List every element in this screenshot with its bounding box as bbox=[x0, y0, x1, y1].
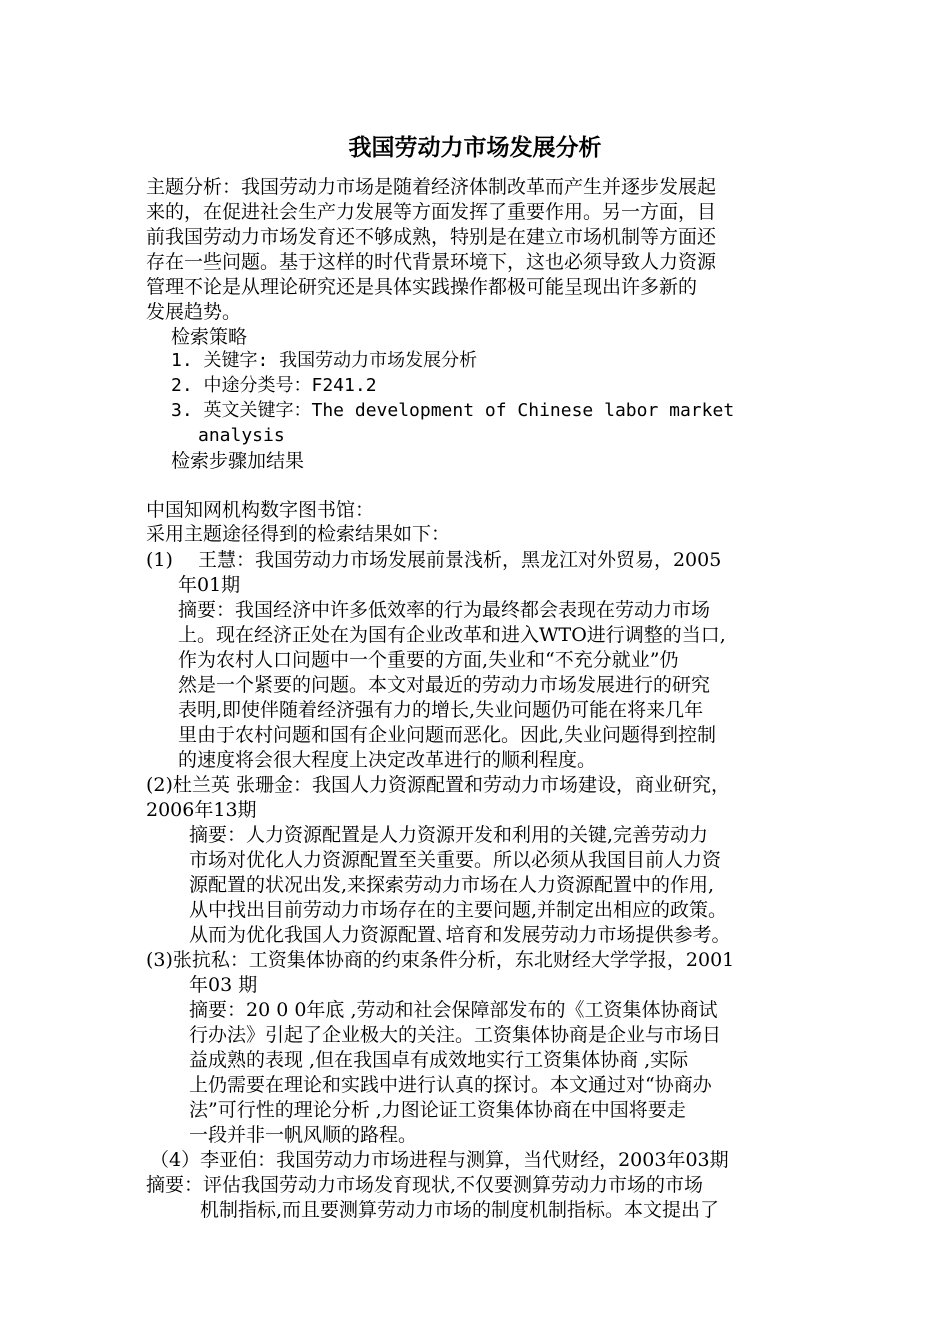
result-3-abstract: 摘要：20 0 0年底 ,劳动和社会保障部发布的《工资集体协商试 bbox=[189, 999, 718, 1021]
result-1-abstract: 摘要：我国经济中许多低效率的行为最终都会表现在劳动力市场 bbox=[178, 599, 711, 621]
result-1-abstract: 然是一个紧要的问题。本文对最近的劳动力市场发展进行的研究 bbox=[178, 674, 711, 696]
result-1-abstract: 表明,即使伴随着经济强有力的增长,失业问题仍可能在将来几年 bbox=[178, 699, 704, 721]
result-2-abstract: 从而为优化我国人力资源配置､培育和发展劳动力市场提供参考。 bbox=[189, 924, 731, 946]
result-2-abstract: 摘要：人力资源配置是人力资源开发和利用的关键,完善劳动力 bbox=[189, 824, 709, 846]
result-3-abstract: 一段并非一帆风顺的路程。 bbox=[189, 1124, 418, 1146]
strategy-item-continued: analysis bbox=[198, 425, 285, 446]
document-title: 我国劳动力市场发展分析 bbox=[348, 135, 602, 161]
result-3-abstract: 法”可行性的理论分析 ,力图论证工资集体协商在中国将要走 bbox=[189, 1099, 686, 1121]
strategy-item: 1. 关键字: 我国劳动力市场发展分析 bbox=[171, 350, 478, 371]
strategy-item: 3. 英文关键字：The development of Chinese labor market bbox=[171, 400, 735, 421]
topic-analysis-line: 前我国劳动力市场发育还不够成熟，特别是在建立市场机制等方面还 bbox=[146, 226, 717, 248]
topic-analysis-line: 主题分析：我国劳动力市场是随着经济体制改革而产生并逐步发展起 bbox=[146, 176, 717, 198]
result-1-citation: (1) 王慧：我国劳动力市场发展前景浅析，黑龙江对外贸易，2005 bbox=[146, 549, 722, 571]
search-strategy-heading: 检索策略 bbox=[171, 326, 248, 348]
search-steps-heading: 检索步骤加结果 bbox=[171, 450, 305, 472]
result-2-abstract: 源配置的状况出发,来探索劳动力市场在人力资源配置中的作用, bbox=[189, 874, 715, 896]
results-intro-line: 采用主题途径得到的检索结果如下： bbox=[146, 523, 451, 545]
result-2-abstract: 从中找出目前劳动力市场存在的主要问题,并制定出相应的政策。 bbox=[189, 899, 728, 921]
result-1-abstract: 上。现在经济正处在为国有企业改革和进入WTO进行调整的当口, bbox=[178, 624, 726, 646]
result-3-abstract: 上仍需要在理论和实践中进行认真的探讨。本文通过对“协商办 bbox=[189, 1074, 712, 1096]
result-2-citation: (2)杜兰英 张珊金：我国人力资源配置和劳动力市场建设，商业研究， bbox=[146, 774, 730, 796]
topic-analysis-line: 管理不论是从理论研究还是具体实践操作都极可能呈现出许多新的 bbox=[146, 276, 698, 298]
cnki-library-line: 中国知网机构数字图书馆： bbox=[146, 499, 375, 521]
result-2-citation: 2006年13期 bbox=[146, 799, 257, 821]
result-3-abstract: 益成熟的表现 ,但在我国卓有成效地实行工资集体协商 ,实际 bbox=[189, 1049, 689, 1071]
topic-analysis-line: 来的，在促进社会生产力发展等方面发挥了重要作用。另一方面，目 bbox=[146, 201, 717, 223]
result-1-abstract: 的速度将会很大程度上决定改革进行的顺利程度。 bbox=[178, 749, 597, 771]
result-4-abstract: 机制指标,而且要测算劳动力市场的制度机制指标。本文提出了 bbox=[200, 1199, 720, 1221]
topic-analysis-line: 发展趋势。 bbox=[146, 301, 242, 323]
result-3-citation: (3)张抗私：工资集体协商的约束条件分析，东北财经大学学报，2001 bbox=[146, 949, 735, 971]
topic-analysis-line: 存在一些问题。基于这样的时代背景环境下，这也必须导致人力资源 bbox=[146, 251, 717, 273]
result-3-abstract: 行办法》引起了企业极大的关注。工资集体协商是企业与市场日 bbox=[189, 1024, 722, 1046]
result-4-citation: （4）李亚伯：我国劳动力市场进程与测算，当代财经，2003年03期 bbox=[150, 1149, 729, 1171]
strategy-item: 2. 中途分类号：F241.2 bbox=[171, 375, 377, 396]
result-3-citation: 年03 期 bbox=[189, 974, 258, 996]
result-1-abstract: 作为农村人口问题中一个重要的方面,失业和“不充分就业”仍 bbox=[178, 649, 679, 671]
result-1-abstract: 里由于农村问题和国有企业问题而恶化。因此,失业问题得到控制 bbox=[178, 724, 717, 746]
result-4-abstract: 摘要：评估我国劳动力市场发育现状,不仅要测算劳动力市场的市场 bbox=[146, 1174, 704, 1196]
result-1-citation: 年01期 bbox=[178, 574, 241, 596]
result-2-abstract: 市场对优化人力资源配置至关重要。所以必须从我国目前人力资 bbox=[189, 849, 722, 871]
